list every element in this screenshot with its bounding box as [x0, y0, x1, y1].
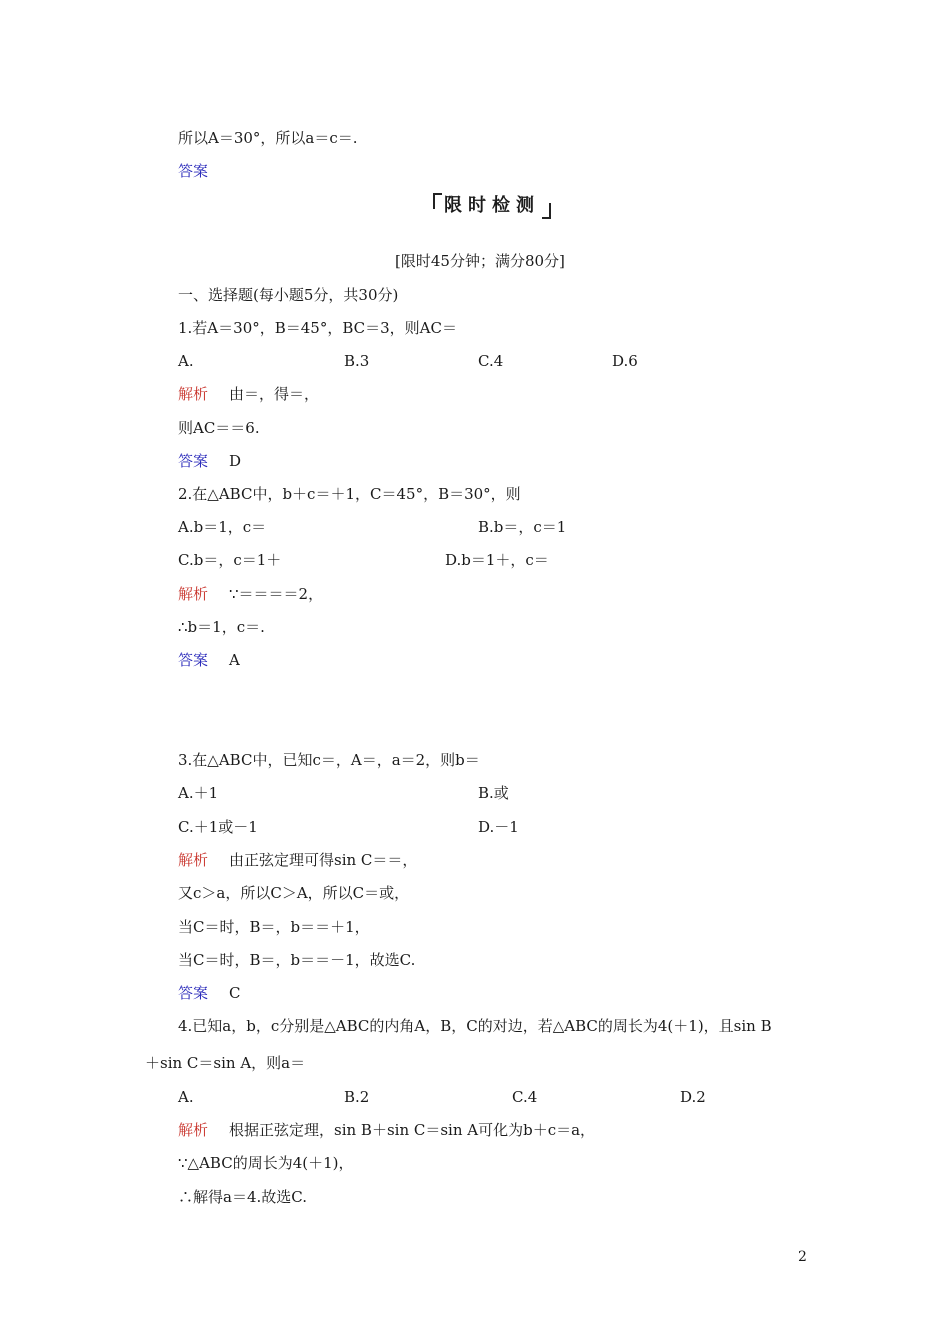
- text-line: C.b＝，c＝1＋: [178, 551, 282, 569]
- text-line: 则AC＝＝6.: [178, 419, 260, 437]
- text-line: ∵＝＝＝＝2，: [229, 585, 324, 603]
- text-line: 由＝，得＝，: [229, 385, 320, 403]
- answer-label: 答案: [178, 651, 209, 669]
- heading-bracket-right: [542, 203, 551, 219]
- text-line: B.2: [344, 1088, 370, 1106]
- heading-bracket-left: [433, 193, 442, 209]
- analysis-label: 解析: [178, 585, 209, 603]
- text-line: A.b＝1，c＝: [178, 518, 267, 536]
- page-number: 2: [798, 1249, 807, 1265]
- text-line: 根据正弦定理，sin B＋sin C＝sin A可化为b＋c＝a，: [229, 1121, 596, 1139]
- text-line: 由正弦定理可得sin C＝＝，: [229, 851, 418, 869]
- text-line: B.3: [344, 352, 370, 370]
- text-line: 4.已知a，b，c分别是△ABC的内角A，B，C的对边，若△ABC的周长为4(＋1)，且sin B: [178, 1017, 772, 1035]
- text-line: 当C＝时，B＝，b＝＝－1，故选C.: [178, 951, 416, 969]
- text-line: C.4: [512, 1088, 538, 1106]
- text-line: D.－1: [478, 818, 519, 836]
- text-line: C.＋1或－1: [178, 818, 258, 836]
- text-line: A.: [178, 1088, 194, 1106]
- text-line: A.: [178, 352, 194, 370]
- text-line: ＋sin C＝sin A，则a＝: [145, 1054, 306, 1072]
- section-heading: [433, 193, 551, 219]
- text-line: C: [229, 984, 241, 1002]
- text-line: D: [229, 452, 242, 470]
- text-line: A: [229, 651, 240, 669]
- answer-label: 答案: [178, 162, 209, 180]
- text-line: ∵△ABC的周长为4(＋1)，: [178, 1154, 354, 1172]
- text-line: ∴b＝1，c＝.: [178, 618, 265, 636]
- text-line: B.b＝，c＝1: [478, 518, 567, 536]
- answer-label: 答案: [178, 452, 209, 470]
- text-line: D.2: [680, 1088, 706, 1106]
- text-line: 1.若A＝30°，B＝45°，BC＝3，则AC＝: [178, 319, 457, 337]
- text-line: 所以A＝30°，所以a＝c＝.: [178, 129, 358, 147]
- text-line: D.6: [612, 352, 638, 370]
- text-line: B.或: [478, 784, 509, 802]
- text-line: 3.在△ABC中，已知c＝，A＝，a＝2，则b＝: [178, 751, 480, 769]
- answer-label: 答案: [178, 984, 209, 1002]
- heading-text: 限时检测: [444, 195, 540, 216]
- analysis-label: 解析: [178, 385, 209, 403]
- text-line: C.4: [478, 352, 504, 370]
- analysis-label: 解析: [178, 1121, 209, 1139]
- text-line: A.＋1: [178, 784, 219, 802]
- text-line: [限时45分钟；满分80分]: [395, 252, 565, 270]
- analysis-label: 解析: [178, 851, 209, 869]
- text-line: 2.在△ABC中，b＋c＝＋1，C＝45°，B＝30°，则: [178, 485, 521, 503]
- text-line: 一、选择题(每小题5分，共30分): [178, 286, 399, 304]
- text-line: 当C＝时，B＝，b＝＝＋1，: [178, 918, 370, 936]
- text-line: ∴解得a＝4.故选C.: [178, 1188, 307, 1206]
- text-line: 又c＞a，所以C＞A，所以C＝或，: [178, 884, 410, 902]
- text-line: D.b＝1＋，c＝: [445, 551, 549, 569]
